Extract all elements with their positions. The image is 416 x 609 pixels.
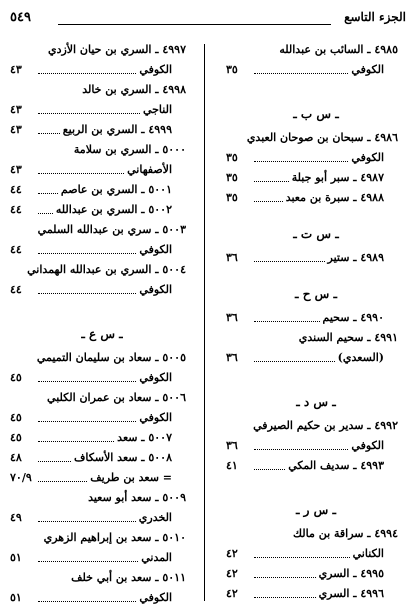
- page-reference: ٥١: [10, 591, 22, 604]
- page-reference: ٤٣: [10, 103, 22, 116]
- page-reference: ٤٣: [10, 163, 22, 176]
- letter-section-heading: ـ س ح ـ: [295, 287, 337, 301]
- index-entry-name: ٤٩٨٦ ـ سبحان بن صوحان العبدي: [246, 131, 398, 144]
- page-reference: ٣٦: [226, 311, 238, 324]
- page-reference: ٤١: [226, 459, 238, 472]
- page-reference: ٣٥: [226, 63, 238, 76]
- dot-leader: [254, 321, 320, 322]
- page-reference: ٤٤: [10, 183, 22, 196]
- index-entry-reference: [226, 544, 406, 564]
- dot-leader: [38, 73, 136, 74]
- spacer: [226, 80, 406, 100]
- dot-leader: [38, 193, 58, 194]
- spacer: [226, 268, 406, 280]
- page-reference: ٤٣: [10, 63, 22, 76]
- dot-leader: [38, 113, 140, 114]
- index-entry-reference: [10, 280, 194, 300]
- index-entry-reference: [10, 240, 194, 260]
- letter-section-heading: ـ س ع ـ: [81, 327, 123, 341]
- page-reference: ٣٥: [226, 151, 238, 164]
- entry-label: الكوفي: [139, 283, 172, 296]
- page-reference: ٤٣: [10, 123, 22, 136]
- index-entry-reference: [10, 368, 194, 388]
- index-entry-name: ٥٠٠٣ ـ سري بن عبدالله السلمي: [37, 223, 186, 236]
- page-reference: ٤٩: [10, 511, 22, 524]
- entry-label: الكوفي: [139, 371, 172, 384]
- index-entry-reference: [10, 508, 194, 528]
- dot-leader: [254, 201, 283, 202]
- spacer: [226, 208, 406, 220]
- entry-label: ٤٩٩٠ ـ سحيم: [322, 311, 384, 324]
- entry-label: الكوفي: [351, 63, 384, 76]
- dot-leader: [254, 181, 289, 182]
- page-reference: ٥١: [10, 551, 22, 564]
- spacer: [10, 300, 194, 320]
- dot-leader: [254, 73, 348, 74]
- index-entry-name: ٤٩٩٢ ـ سدير بن حكيم الصيرفي: [253, 419, 398, 432]
- index-entry-reference: [10, 468, 194, 488]
- page-reference: ٣٦: [226, 439, 238, 452]
- entry-label: ٥٠٠٢ ـ السري بن عبدالله: [55, 203, 172, 216]
- dot-leader: [38, 601, 136, 602]
- index-entry-name: ٥٠٠٦ ـ سعاد بن عمران الكلبي: [47, 391, 186, 404]
- index-entry-reference: [10, 448, 194, 468]
- entry-label: ٥٠٠٧ ـ سعد: [117, 431, 172, 444]
- entry-label: الكناني: [352, 547, 384, 560]
- index-entry-name: ٥٠٠٤ ـ السري بن عبدالله الهمداني: [27, 263, 186, 276]
- page-reference: ٤٥: [10, 431, 22, 444]
- page-reference: ٤٥: [10, 371, 22, 384]
- page-reference: ٣٦: [226, 351, 238, 364]
- dot-leader: [254, 449, 348, 450]
- index-entry-reference: [226, 436, 406, 456]
- dot-leader: [38, 521, 136, 522]
- index-entry-name: ٥٠٠٥ ـ سعاد بن سليمان التميمي: [36, 351, 186, 364]
- entry-label: الكوفي: [351, 151, 384, 164]
- entry-label: ٤٩٩٦ ـ السري: [318, 587, 384, 600]
- dot-leader: [38, 421, 136, 422]
- index-entry-name: ٥٠٠٠ ـ السري بن سلامة: [73, 143, 186, 156]
- dot-leader: [38, 173, 124, 174]
- index-entry-reference: [226, 60, 406, 80]
- dot-leader: [38, 293, 136, 294]
- entry-label: = سعد بن طريف: [90, 471, 172, 484]
- dot-leader: [38, 253, 136, 254]
- spacer: [226, 368, 406, 388]
- index-entry-name: ٥٠١١ ـ سعد بن أبي خلف: [71, 571, 186, 584]
- entry-label: الناجي: [142, 103, 172, 116]
- page-reference: ٤٤: [10, 283, 22, 296]
- letter-section-heading: ـ س ت ـ: [293, 227, 339, 241]
- dot-leader: [38, 561, 138, 562]
- dot-leader: [38, 213, 53, 214]
- dot-leader: [254, 161, 348, 162]
- page-reference: ٤٨: [10, 451, 22, 464]
- index-entry-reference: [226, 248, 406, 268]
- header-rule: [58, 24, 331, 25]
- dot-leader: [254, 361, 335, 362]
- index-entry-reference: [226, 584, 406, 604]
- index-entry-name: ٤٩٩٤ ـ سراقة بن مالك: [293, 527, 398, 540]
- index-entry-reference: [10, 120, 194, 140]
- entry-label: ٤٩٨٩ ـ ستير: [327, 251, 384, 264]
- index-entry-reference: [226, 348, 406, 368]
- entry-label: ٤٩٩٥ ـ السري: [318, 567, 384, 580]
- dot-leader: [254, 597, 316, 598]
- page-number: ٥٤٩: [10, 10, 31, 25]
- page-reference: ٤٥: [10, 411, 22, 424]
- page-reference: ٤٢: [226, 547, 238, 560]
- spacer: [226, 476, 406, 496]
- index-entry-reference: [226, 456, 406, 476]
- index-entry-reference: [10, 548, 194, 568]
- index-entry-reference: [226, 148, 406, 168]
- column-divider: [204, 44, 205, 601]
- page-reference: ٣٥: [226, 171, 238, 184]
- index-entry-name: ٤٩٩١ ـ سحيم السندي: [298, 331, 398, 344]
- entry-label: الأصفهاني: [127, 163, 172, 176]
- index-entry-reference: [10, 60, 194, 80]
- dot-leader: [254, 469, 285, 470]
- page-header: [10, 10, 406, 32]
- dot-leader: [38, 481, 87, 482]
- index-entry-reference: [10, 160, 194, 180]
- page-reference: ٣٦: [226, 251, 238, 264]
- index-entry-reference: [10, 408, 194, 428]
- index-entry-reference: [226, 308, 406, 328]
- index-entry-name: ٤٩٩٨ ـ السري بن خالد: [82, 83, 186, 96]
- entry-label: ٤٩٨٧ ـ سبر أبو جبلة: [291, 171, 384, 184]
- dot-leader: [38, 133, 60, 134]
- entry-label: ٥٠٠١ ـ السري بن عاصم: [60, 183, 172, 196]
- page-reference: ٧٠/٩: [10, 471, 32, 484]
- page-reference: ٤٤: [10, 243, 22, 256]
- index-entry-reference: [226, 168, 406, 188]
- letter-section-heading: ـ س ب ـ: [293, 107, 339, 121]
- index-entry-name: ٤٩٨٥ ـ السائب بن عبدالله: [279, 43, 398, 56]
- index-entry-reference: [10, 100, 194, 120]
- entry-label: ٤٩٩٣ ـ سديف المكي: [288, 459, 384, 472]
- dot-leader: [38, 381, 136, 382]
- dot-leader: [254, 261, 325, 262]
- index-entry-name: ٤٩٩٧ ـ السري بن حيان الأزدي: [47, 43, 186, 56]
- entry-label: الكوفي: [139, 243, 172, 256]
- entry-label: الكوفي: [139, 411, 172, 424]
- entry-label: الكوفي: [351, 439, 384, 452]
- index-entry-reference: [10, 180, 194, 200]
- page-reference: ٤٢: [226, 587, 238, 600]
- index-entry-reference: [226, 188, 406, 208]
- dot-leader: [38, 441, 114, 442]
- entry-label: ٤٩٩٩ ـ السري بن الربيع: [62, 123, 172, 136]
- entry-label: ٤٩٨٨ ـ سبرة بن معبد: [285, 191, 384, 204]
- entry-label: الخدري: [138, 511, 172, 524]
- entry-label: (السعدي): [337, 351, 384, 364]
- page-reference: ٤٤: [10, 203, 22, 216]
- index-entry-name: ٥٠٠٩ ـ سعد أبو سعيد: [88, 491, 186, 504]
- index-entry-reference: [10, 428, 194, 448]
- entry-label: الكوفي: [139, 63, 172, 76]
- index-entry-name: ٥٠١٠ ـ سعد بن إبراهيم الزهري: [43, 531, 186, 544]
- entry-label: الكوفي: [139, 591, 172, 604]
- page-reference: ٣٥: [226, 191, 238, 204]
- index-entry-reference: [226, 564, 406, 584]
- letter-section-heading: ـ س د ـ: [296, 395, 336, 409]
- dot-leader: [254, 557, 350, 558]
- dot-leader: [38, 461, 71, 462]
- entry-label: المدني: [141, 551, 172, 564]
- volume-title: الجزء التاسع: [344, 10, 406, 24]
- index-entry-reference: [10, 588, 194, 608]
- entry-label: ٥٠٠٨ ـ سعد الأسكاف: [73, 451, 172, 464]
- index-entry-reference: [10, 200, 194, 220]
- letter-section-heading: ـ س ر ـ: [295, 503, 336, 517]
- left-column: [10, 40, 194, 608]
- dot-leader: [254, 577, 316, 578]
- right-column: [226, 40, 406, 604]
- page-reference: ٤٢: [226, 567, 238, 580]
